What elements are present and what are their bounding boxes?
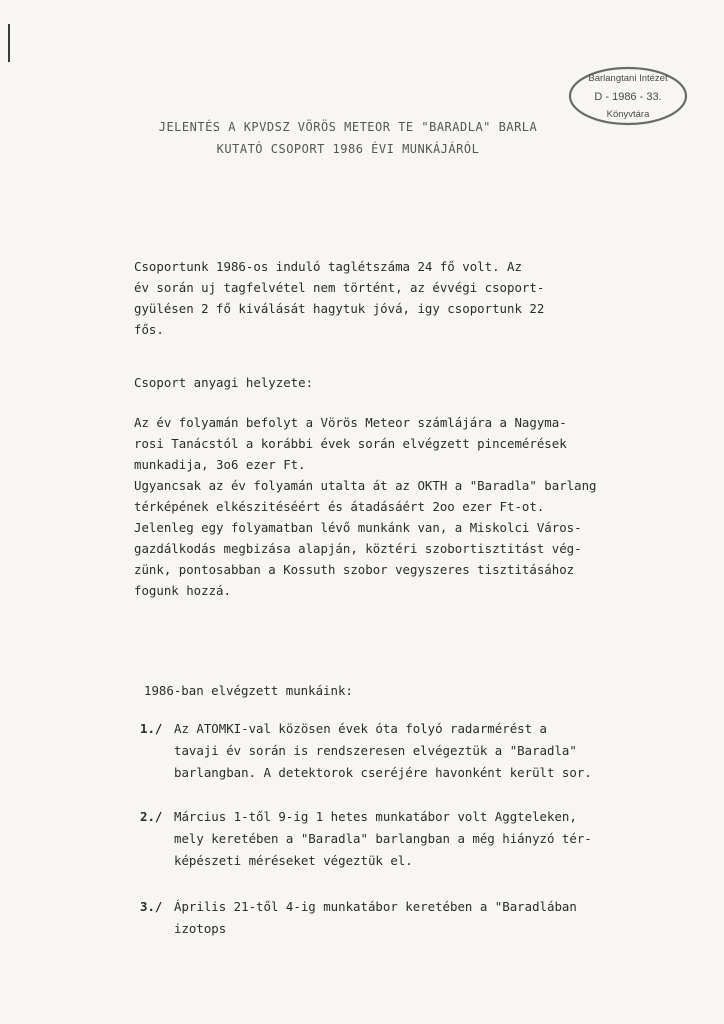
text-line: Április 21-től 4-ig munkatábor keretében a "Baradlában	[174, 899, 577, 914]
work-item-1	[140, 718, 592, 784]
finances-heading: Csoport anyagi helyzete:	[134, 375, 314, 390]
work-item-3	[140, 896, 577, 940]
text-line: térképének elkészitéséért és átadásáért 2oo ezer Ft-ot.	[134, 499, 545, 514]
margin-mark	[8, 24, 10, 62]
text-line: mely keretében a "Baradla" barlangban a még hiányzó tér-	[174, 831, 592, 846]
stamp-line-2: D - 1986 - 33.	[594, 91, 662, 103]
stamp-oval	[566, 64, 690, 128]
text-line: Jelenleg egy folyamatban lévő munkánk van, a Miskolci Város-	[134, 520, 582, 535]
text-line: izotops	[174, 921, 227, 936]
intro-paragraph	[134, 256, 544, 340]
text-line: munkadija, 3o6 ezer Ft.	[134, 457, 306, 472]
text-line: Március 1-től 9-ig 1 hetes munkatábor volt Aggteleken,	[174, 809, 577, 824]
item-number: 3./	[140, 899, 163, 914]
text-line: zünk, pontosabban a Kossuth szobor vegyszeres tisztitásához	[134, 562, 575, 577]
library-stamp	[566, 64, 690, 128]
text-line: fogunk hozzá.	[134, 583, 231, 598]
text-line: képészeti méréseket végeztük el.	[174, 853, 413, 868]
text-line: Ugyancsak az év folyamán utalta át az OKTH a "Baradla" barlang	[134, 478, 597, 493]
item-number: 2./	[140, 809, 163, 824]
item-text	[174, 806, 592, 872]
text-line: Csoportunk 1986-os induló taglétszáma 24 fő volt. Az	[134, 259, 522, 274]
text-line: fős.	[134, 322, 164, 337]
text-line: tavaji év során is rendszeresen elvégeztük a "Baradla"	[174, 743, 577, 758]
works-heading: 1986-ban elvégzett munkáink:	[144, 683, 353, 698]
item-number: 1./	[140, 721, 163, 736]
text-line: gyülésen 2 fő kiválását hagytuk jóvá, igy csoportunk 22	[134, 301, 545, 316]
finances-paragraph	[134, 412, 597, 601]
title-line-1: JELENTÉS A KPVDSZ VÖRÖS METEOR TE "BARADLA" BARLA	[158, 120, 538, 134]
text-line: rosi Tanácstól a korábbi évek során elvégzett pincemérések	[134, 436, 567, 451]
title-line-2: KUTATÓ CSOPORT 1986 ÉVI MUNKÁJÁRÓL	[216, 142, 480, 156]
text-line: barlangban. A detektorok cseréjére havonként került sor.	[174, 765, 592, 780]
text-line: év során uj tagfelvétel nem történt, az évvégi csoport-	[134, 280, 545, 295]
item-text	[174, 896, 577, 940]
text-line: Az ATOMKI-val közösen évek óta folyó radarmérést a	[174, 721, 547, 736]
work-item-2	[140, 806, 592, 872]
item-text	[174, 718, 592, 784]
stamp-line-1: Barlangtani Intézet	[588, 73, 668, 84]
text-line: gazdálkodás megbizása alapján, köztéri szobortisztitást vég-	[134, 541, 582, 556]
report-title	[118, 116, 578, 160]
text-line: Az év folyamán befolyt a Vörös Meteor számlájára a Nagyma-	[134, 415, 567, 430]
stamp-line-3: Könyvtára	[606, 109, 650, 120]
